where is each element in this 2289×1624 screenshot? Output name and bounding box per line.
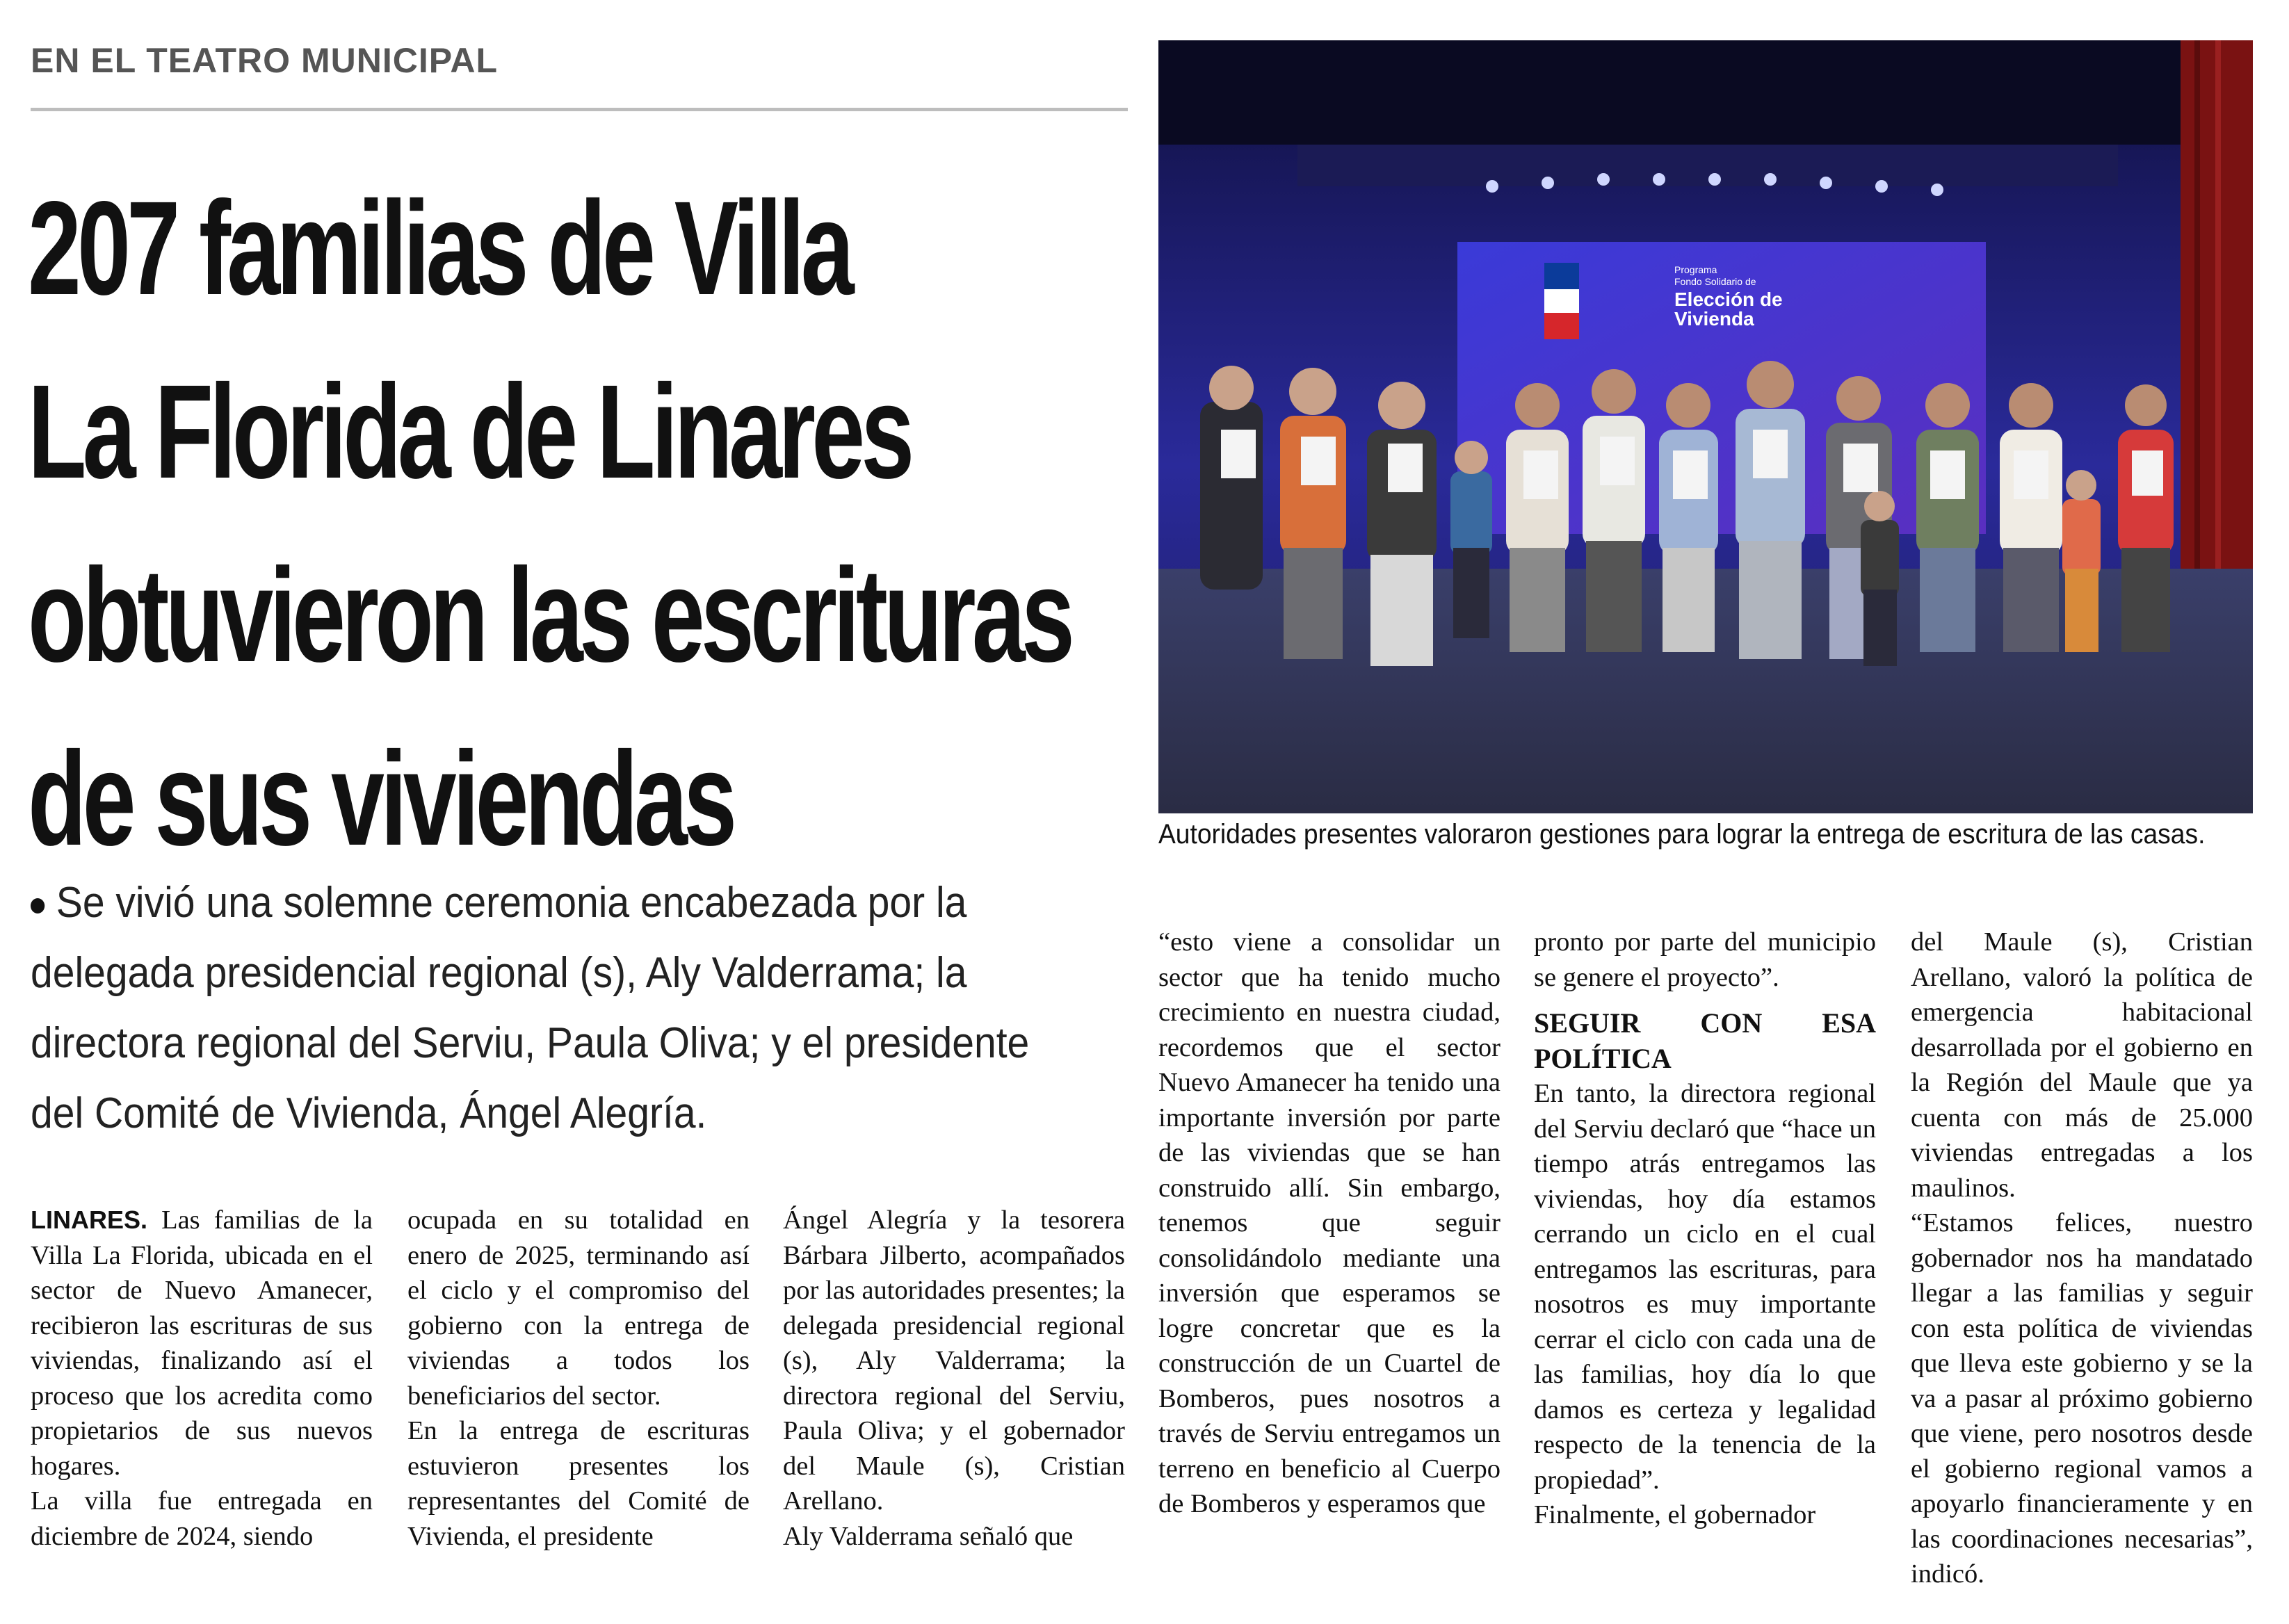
headline-line: obtuvieron las escrituras: [28, 540, 1071, 690]
ceremony-photo: [1158, 40, 2253, 813]
ceremony-photo-illustration: [1158, 40, 2253, 813]
screen-text-line: Vivienda: [1674, 308, 1754, 330]
paragraph: En la entrega de escrituras estuvieron presentes los representantes del Comité de Vivienda, el presidente: [407, 1416, 750, 1551]
paragraph-text: Las familias de la Villa La Florida, ubicada en el sector de Nuevo Amanecer, recibieron las escrituras de sus viviendas, finalizando así el proceso que los acredita como propietarios de sus nuevos hogares.: [31, 1205, 373, 1481]
lead-summary: [31, 868, 1042, 1148]
paragraph: En tanto, la directora regional del Serviu declaró que “hace un tiempo atrás entregamos las viviendas, hoy día estamos cerrando un ciclo en el cual entregamos las escrituras, para nosotros es muy importante cerrar el ciclo con cada una de las familias, hoy día lo que damos es certeza y legalidad respecto de la tenencia de la propiedad”.: [1534, 1079, 1876, 1495]
screen-text-line: Elección de: [1674, 289, 1783, 310]
headline-line: de sus viviendas: [28, 724, 734, 873]
article-column-5: [1534, 925, 1876, 1533]
paragraph: Ángel Alegría y la tesorera Bárbara Jilberto, acompañados por las autoridades presentes; la delegada presidencial regional (s), Aly Valderrama; la directora regional del Serviu, Paula Oliva; y el gobernador del Maule (s), Cristian Arellano.: [783, 1205, 1125, 1516]
article-column-1: [31, 1203, 373, 1554]
screen-text-line: Fondo Solidario de: [1674, 276, 1756, 287]
paragraph: Finalmente, el gobernador: [1534, 1500, 1816, 1529]
paragraph: [31, 1203, 373, 1484]
screen-text-line: Programa: [1674, 264, 1717, 275]
lead-text: Se vivió una solemne ceremonia encabezada por la delegada presidencial regional (s), Aly Valderrama; la directora regional del Serviu, Paula Oliva; y el presidente del Comité de Vivienda, Ángel Alegría.: [31, 879, 1030, 1137]
headline: [28, 156, 1071, 891]
article-column-6: [1911, 925, 2253, 1592]
bullet-icon: [31, 898, 45, 914]
article-column-3: [783, 1203, 1125, 1554]
paragraph: La villa fue entregada en diciembre de 2024, siendo: [31, 1486, 373, 1551]
paragraph: ocupada en su totalidad en enero de 2025, terminando así el ciclo y el compromiso del gobierno con la entrega de viviendas a todos los beneficiarios del sector.: [407, 1205, 750, 1411]
dateline: LINARES.: [31, 1205, 148, 1234]
article-column-2: [407, 1203, 750, 1554]
paragraph: “esto viene a consolidar un sector que ha tenido mucho crecimiento en nuestra ciudad, recordemos que el sector Nuevo Amanecer ha tenido una importante inversión por parte de las viviendas que se han construido allí. Sin embargo, tenemos que seguir consolidándolo mediante una inversión que esperamos se logre concretar que es la construcción de un Cuartel de Bomberos, pues nosotros a través de Serviu entregamos un terreno en beneficio al Cuerpo de Bomberos y esperamos que: [1158, 927, 1501, 1518]
headline-line: 207 familias de Villa: [28, 173, 850, 323]
paragraph: Aly Valderrama señaló que: [783, 1521, 1074, 1551]
paragraph: del Maule (s), Cristian Arellano, valoró la política de emergencia habitacional desarrollada por el gobierno en la Región del Maule que ya cuenta con más de 25.000 viviendas entregadas a los maulinos.: [1911, 927, 2253, 1203]
section-tag: EN EL TEATRO MUNICIPAL: [31, 41, 498, 80]
header-divider: [31, 108, 1128, 111]
article-column-4: [1158, 925, 1501, 1522]
headline-line: La Florida de Linares: [28, 357, 911, 506]
photo-caption: Autoridades presentes valoraron gestiones para lograr la entrega de escritura de las casas.: [1158, 819, 2206, 850]
subheading: SEGUIR CON ESA POLÍTICA: [1534, 1007, 1876, 1074]
paragraph: pronto por parte del municipio se genere el proyecto”.: [1534, 927, 1876, 992]
paragraph: “Estamos felices, nuestro gobernador nos ha mandatado llegar a las familias y seguir con esta política de viviendas que lleva este gobierno y se la va a pasar al próximo gobierno que viene, pero nosotros desde el gobierno regional vamos a apoyarlo financieramente y en las coordinaciones necesarias”, indicó.: [1911, 1208, 2253, 1589]
